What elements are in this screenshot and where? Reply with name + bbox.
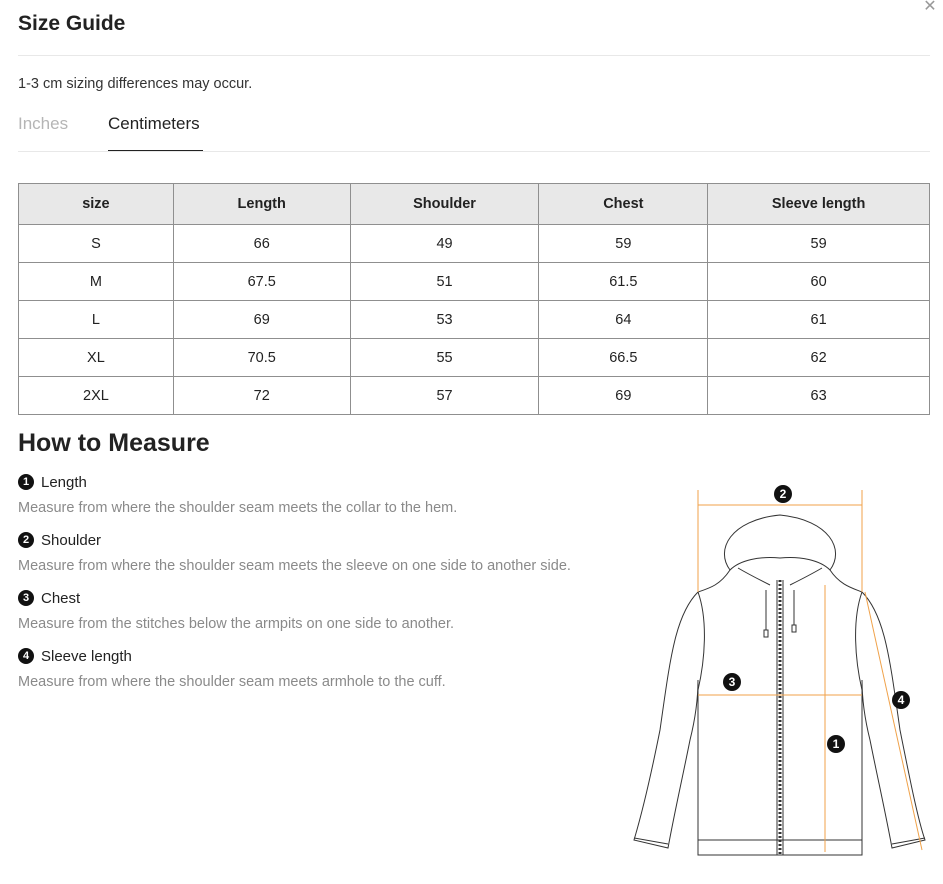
table-cell: 62 [708, 339, 930, 377]
table-cell: 55 [350, 339, 539, 377]
header-length: Length [173, 184, 350, 225]
measure-label: Length [41, 473, 87, 491]
header-shoulder: Shoulder [350, 184, 539, 225]
measure-description: Measure from where the shoulder seam meets armhole to the cuff. [18, 674, 446, 690]
header-size: size [19, 184, 174, 225]
measure-description: Measure from the stitches below the armpits on one side to another. [18, 616, 455, 632]
size-table [18, 183, 930, 415]
header-sleeve-length: Sleeve length [708, 184, 930, 225]
marker-2 [774, 485, 792, 503]
number-badge: 2 [18, 532, 34, 548]
unit-tabs [18, 114, 930, 152]
svg-text:4: 4 [897, 693, 905, 707]
number-badge: 3 [18, 590, 34, 606]
how-to-measure-title: How to Measure [18, 429, 210, 457]
close-icon[interactable]: ✕ [923, 0, 937, 15]
measurement-lines [698, 490, 922, 852]
table-cell: 70.5 [173, 339, 350, 377]
tab-centimeters[interactable]: Centimeters [108, 114, 203, 152]
svg-text:3: 3 [728, 675, 736, 689]
table-cell: L [19, 301, 174, 339]
table-cell: M [19, 263, 174, 301]
table-cell: S [19, 225, 174, 263]
measure-description: Measure from where the shoulder seam meets the collar to the hem. [18, 500, 458, 516]
marker-1 [827, 735, 845, 753]
table-cell: 72 [173, 377, 350, 415]
number-badge: 1 [18, 474, 34, 490]
table-cell: 53 [350, 301, 539, 339]
table-cell: 49 [350, 225, 539, 263]
list-item [18, 472, 618, 530]
list-item [18, 646, 618, 704]
table-header-row [19, 184, 930, 225]
measure-label: Shoulder [41, 531, 102, 549]
title-divider [18, 55, 930, 56]
table-cell: 59 [708, 225, 930, 263]
table-cell: 66 [173, 225, 350, 263]
tabs-divider [18, 151, 930, 152]
svg-text:1: 1 [832, 737, 840, 751]
table-cell: 69 [539, 377, 708, 415]
header-chest: Chest [539, 184, 708, 225]
table-row [19, 263, 930, 301]
marker-3 [723, 673, 741, 691]
table-cell: 69 [173, 301, 350, 339]
table-cell: 67.5 [173, 263, 350, 301]
table-cell: 57 [350, 377, 539, 415]
table-row [19, 377, 930, 415]
svg-text:2: 2 [779, 487, 787, 501]
table-cell: 66.5 [539, 339, 708, 377]
measure-label: Sleeve length [41, 647, 132, 665]
table-cell: 64 [539, 301, 708, 339]
table-cell: 61.5 [539, 263, 708, 301]
table-row [19, 225, 930, 263]
measure-list [18, 472, 618, 704]
sizing-note: 1-3 cm sizing differences may occur. [18, 76, 253, 92]
table-cell: 61 [708, 301, 930, 339]
hoodie-diagram [620, 480, 940, 865]
list-item [18, 588, 618, 646]
page-title: Size Guide [18, 12, 126, 35]
table-cell: 59 [539, 225, 708, 263]
table-cell: 63 [708, 377, 930, 415]
list-item [18, 530, 618, 588]
marker-4 [892, 691, 910, 709]
table-row [19, 301, 930, 339]
table-row [19, 339, 930, 377]
tab-inches[interactable]: Inches [18, 114, 69, 133]
measure-description: Measure from where the shoulder seam meets the sleeve on one side to another side. [18, 558, 571, 574]
table-cell: 60 [708, 263, 930, 301]
number-badge: 4 [18, 648, 34, 664]
measure-label: Chest [41, 589, 81, 607]
table-cell: 2XL [19, 377, 174, 415]
table-cell: 51 [350, 263, 539, 301]
table-cell: XL [19, 339, 174, 377]
sleeve-line [865, 592, 922, 850]
